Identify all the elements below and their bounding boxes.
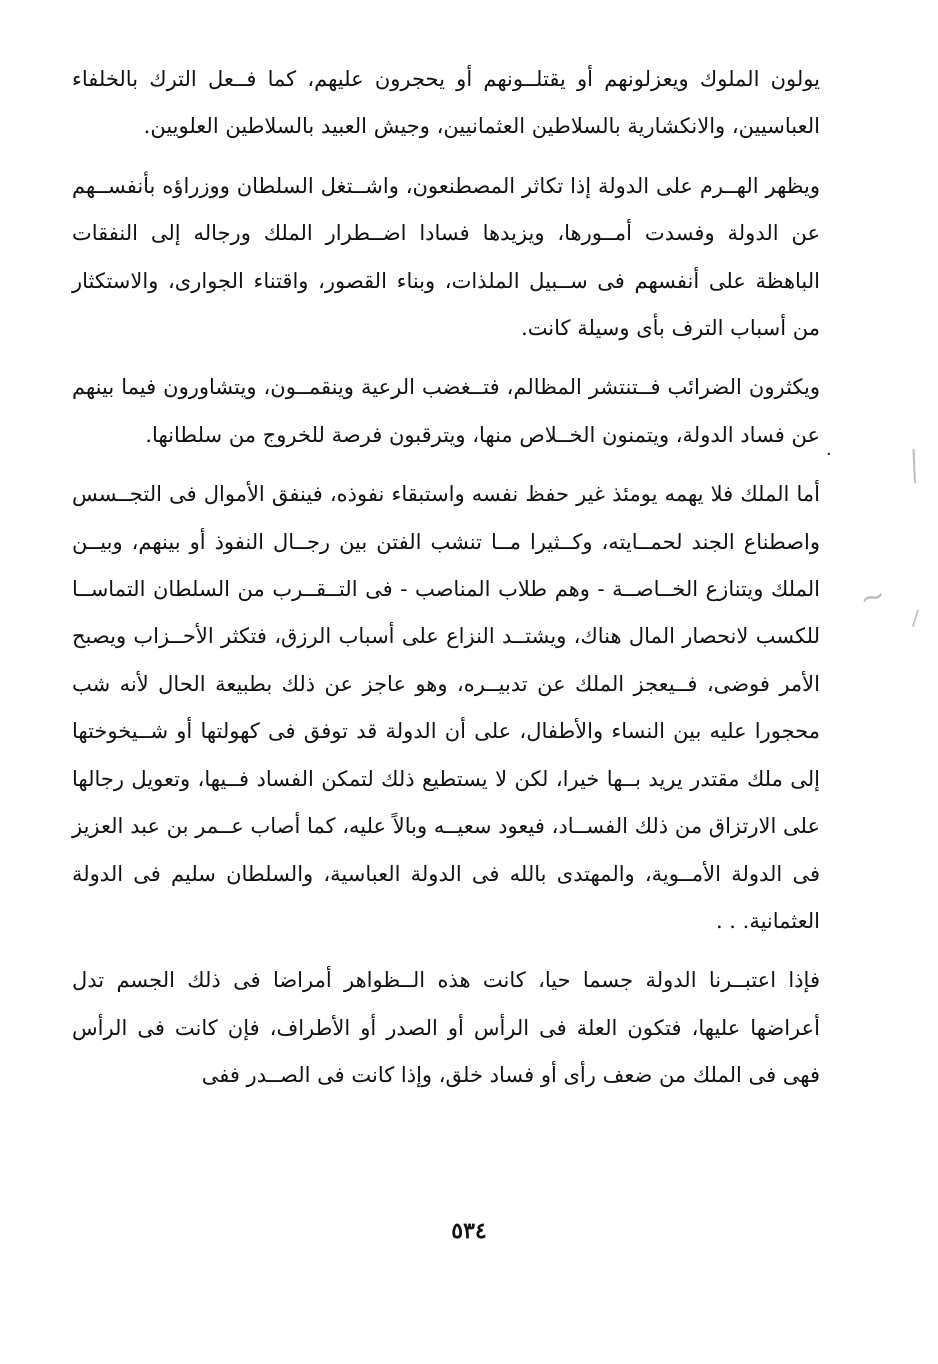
paragraph-3: ويكثرون الضرائب فــتنتشر المظالم، فتــغضب الرعية وينقمــون، ويتشاورون فيما بينهم عن فساد الدولة، ويتمنون الخــلاص منها، ويترقبون فرصة للخروج من سلطانها. <box>72 375 820 447</box>
margin-dot-icon: · <box>826 444 832 465</box>
paragraph-5: فإذا اعتبــرنا الدولة جسما حيا، كانت هذه الــظواهر أمراضا فى ذلك الجسم تدل أعراضها عليها، فتكون العلة فى الرأس أو الصدر أو الأطراف، فإن كانت فى الرأس فهى فى الملك من ضعف رأى أو فساد خلق، وإذا كانت فى الصــدر ففى <box>72 968 820 1088</box>
paragraph-1: يولون الملوك ويعزلونهم أو يقتلــونهم أو يحجرون عليهم، كما فــعل الترك بالخلفاء العباسيين، والانكشارية بالسلاطين العثمانيين، وجيش العبيد بالسلاطين العلويين. <box>72 67 820 139</box>
page-number: ٥٣٤ <box>451 1218 487 1244</box>
pencil-tick-icon: / <box>912 606 919 630</box>
pencil-scribble-icon: ~ <box>855 577 890 618</box>
paragraph-2: ويظهر الهــرم على الدولة إذا تكاثر المصطنعون، واشــتغل السلطان ووزراؤه بأنفســهم عن الدولة وفسدت أمــورها، ويزيدها فسادا اضــطرار الملك ورجاله إلى النفقات الباهظة على أنفسهم فى ســبيل الملذات، وبناء القصور، واقتناء الجوارى، والاستكثار من أسباب الترف بأى وسيلة كانت. <box>72 173 820 341</box>
paragraph-4: أما الملك فلا يهمه يومئذ غير حفظ نفسه واستبقاء نفوذه، فينفق الأموال فى التجــسس واصطناع الجند لحمــايته، وكــثيرا مــا تنشب الفتن بين رجــال النفوذ أو بينهم، وبيــن الملك ويتنازع الخــاصــة - وهم طلاب المناصب - فى التــقــرب من السلطان التماســا للكسب لانحصار المال هناك، ويشتــد النزاع على أسباب الرزق، فتكثر الأحــزاب ويصبح الأمر فوضى، فــيعجز الملك عن تدبيــره، وهو عاجز عن ذلك بطبيعة الحال لأنه شب محجورا عليه بين النساء والأطفال، على أن الدولة قد توفق فى كهولتها أو شــيخوختها إلى ملك مقتدر يريد بــها خيرا، لكن لا يستطيع ذلك لتمكن الفساد فــيها، وتعويل رجالها على الارتزاق من ذلك الفســاد، فيعود سعيــه وبالاً عليه، كما أصاب عــمر بن عبد العزيز فى الدولة الأمــوية، والمهتدى بالله فى الدولة العباسية، والسلطان سليم فى الدولة العثمانية. . . <box>72 482 820 933</box>
body-text <box>72 56 820 1100</box>
pencil-stroke-icon: ╲ <box>900 450 928 484</box>
